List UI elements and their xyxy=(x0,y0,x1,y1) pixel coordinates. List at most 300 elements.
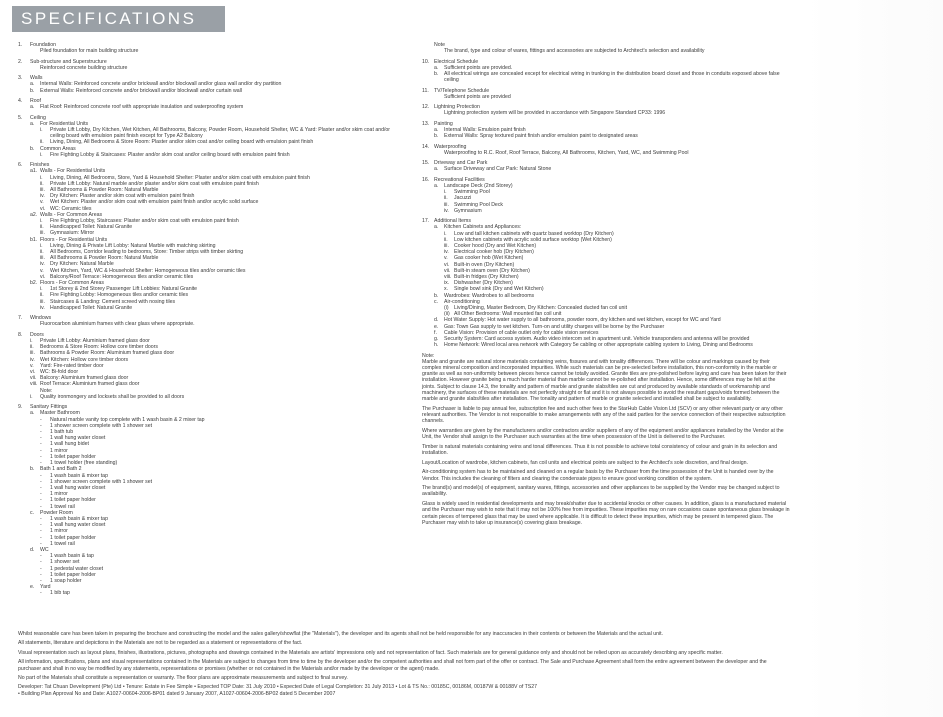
line-text: Wet Kitchen: Plaster and/or skim coat with emulsion paint finish and/or acrylic solid surface xyxy=(50,199,259,206)
line-text: Living, Dining & Private Lift Lobby: Natural Marble with matching skirting xyxy=(50,242,216,249)
line-text: WC: Bi-fold door xyxy=(40,369,79,376)
spec-line xyxy=(30,88,405,94)
line-text: For Residential Units xyxy=(40,120,89,127)
section-body xyxy=(422,183,790,214)
line-text: 1 toilet paper holder xyxy=(50,534,96,541)
line-marker: c. xyxy=(30,509,35,516)
line-text: Quality ironmongery and locksets shall be provided to all doors xyxy=(40,393,185,400)
line-text: Wet Kitchen: Hollow core timber doors xyxy=(40,356,129,363)
line-marker: - xyxy=(40,441,42,448)
line-text: 1 toilet paper holder xyxy=(50,571,96,578)
line-text: Private Lift Lobby, Dry Kitchen, Wet Kitchen, All Bathrooms, Balcony, Powder Room, Household Shelter, WC & Yard: Plaster and/or skim coat and/or ceiling board with emulsion paint finish except for Type A2 Balcony xyxy=(50,126,391,140)
spec-section xyxy=(422,88,790,100)
spec-section xyxy=(18,42,405,54)
line-marker: iii. xyxy=(40,187,45,193)
section-title: Electrical Schedule xyxy=(434,58,479,65)
line-text: Reinforced concrete building structure xyxy=(40,64,128,71)
section-title: Recreational Facilities xyxy=(434,176,485,183)
section-title: Doors xyxy=(30,331,44,338)
line-marker: vii. xyxy=(444,267,451,274)
line-marker: a. xyxy=(30,410,35,417)
spec-line xyxy=(434,342,790,348)
spec-line xyxy=(30,127,405,139)
footer-line: Visual representation such as layout plans, finishes, illustrations, pictures, photographs and drawings contained in the Materials are artists' impressions only and not representation of fact. Such materials are for general guidance only and should not be relied upon as accurately describing any specific matter. xyxy=(18,649,723,656)
line-marker: a. xyxy=(434,224,439,231)
line-text: Staircases & Landing: Cement screed with nosing tiles xyxy=(50,298,176,305)
line-marker: - xyxy=(40,460,42,467)
line-marker: b2. xyxy=(30,280,38,287)
line-text: Gas: Town Gas supply to wet kitchen. Turn-on and utility charges will be borne by the Purchaser xyxy=(444,323,665,330)
disclaimer-footer xyxy=(18,631,780,697)
note-paragraph: Marble and granite are natural stone materials containing veins, fissures and with tonality differences. There will be colour and markings caused by their complex mineral composition and incorporated impurities. While such materials can be pre-selected before installation, this non-conformity in the marble or granite as well as non-uniformity between pieces hence cannot be totally avoided. Granite tiles are pre-polished before laying and care has been taken for their installation. However granite being a much harder material than marble cannot be re-polished after installation. Hence, some differences may be felt at the joints. Subject to clause 14.3, the tonality and pattern of marble and granite slabs/tiles are cut and produced by available standards of workmanship and machinery, the surfaces of these materials are not perfectly straight or flat and it is not always possible to avoid the resultant gaps/voids formed between the marble and granite slabs/tiles after installation. The tonality and pattern of marble or granite selected and installed shall be subject to availability. xyxy=(422,358,787,403)
scan-shading xyxy=(803,0,943,717)
note-paragraph: The brand(s) and model(s) of equipment, sanitary wares, fittings, accessories and other appliances to be supplied by the Vendor may be changed subject to availability. xyxy=(422,485,780,498)
spec-line xyxy=(434,166,790,172)
note-paragraph: The Purchaser is liable to pay annual fee, subscription fee and such other fees to the StarHub Cable Vision Ltd (SCV) or any other relevant party or any other relevant authorities. The Vendor is not responsible to make arrangements with any of the said parties for the service connection of their respective subscription channels. xyxy=(422,405,786,425)
line-text: 1 mirror xyxy=(50,491,68,498)
line-text: Floors - For Common Areas xyxy=(40,280,104,287)
line-marker: ii. xyxy=(40,224,44,231)
spec-line xyxy=(434,110,790,116)
line-text: Dry Kitchen: Plaster and/or skim coat with emulsion paint finish xyxy=(50,193,195,200)
section-title: Driveway and Car Park xyxy=(434,160,488,167)
spec-section xyxy=(422,177,790,214)
line-marker: vi. xyxy=(40,273,46,280)
title-banner xyxy=(12,6,225,32)
section-number: 16. xyxy=(422,176,430,183)
line-text: Common Areas xyxy=(40,145,76,152)
line-marker: iii. xyxy=(40,255,45,262)
section-number: 5. xyxy=(18,114,23,121)
section-body xyxy=(422,48,790,54)
line-text: 1 mirror xyxy=(50,528,68,535)
line-marker: i. xyxy=(40,218,43,225)
line-marker: ii. xyxy=(30,344,34,351)
line-marker: iii. xyxy=(40,230,45,237)
line-marker: a. xyxy=(434,64,439,71)
section-body xyxy=(18,65,405,71)
line-marker: a. xyxy=(30,120,35,127)
spec-section xyxy=(422,160,790,172)
line-text: 1 shower screen complete with 1 shower set xyxy=(50,478,153,485)
line-text: Powder Room xyxy=(40,509,73,516)
line-marker: a. xyxy=(30,81,35,88)
line-text: Landscape Deck (2nd Storey) xyxy=(444,182,513,189)
line-text: All Bedrooms, Corridor leading to bedrooms, Store: Timber strips with timber skirting xyxy=(50,249,244,256)
line-text: Handicapped Toilet: Natural Granite xyxy=(50,304,133,311)
line-text: Dry Kitchen: Natural Marble xyxy=(50,261,114,268)
spec-section xyxy=(18,59,405,71)
line-marker: b. xyxy=(434,292,439,299)
line-text: 1 soap holder xyxy=(50,577,82,584)
line-text: Dishwasher (Dry Kitchen) xyxy=(454,280,513,287)
line-text: Air-conditioning xyxy=(444,298,480,305)
left-column xyxy=(18,42,405,601)
line-marker: d. xyxy=(434,317,439,324)
spec-line xyxy=(30,305,405,311)
line-marker: iii. xyxy=(30,350,35,357)
line-marker: - xyxy=(40,429,42,436)
line-marker: iii. xyxy=(444,201,449,208)
line-marker: iii. xyxy=(444,242,449,249)
line-text: Wardrobes: Wardrobes to all bedrooms xyxy=(444,292,535,299)
line-marker: - xyxy=(40,447,42,454)
line-text: All electrical wirings are concealed except for electrical wiring in trunking in the distribution board closet and those in conduits exposed above false ceiling xyxy=(444,71,780,84)
line-text: Lightning protection system will be provided in accordance with Singapore Standard CP33: 1996 xyxy=(444,110,666,117)
spec-section xyxy=(18,115,405,158)
line-text: Master Bathroom xyxy=(40,410,80,417)
line-marker: i. xyxy=(40,174,43,181)
line-text: Balcony/Roof Terrace: Homogeneous tiles and/or ceramic tiles xyxy=(50,273,194,280)
section-title: Note xyxy=(434,42,445,48)
spec-section xyxy=(422,59,790,84)
line-marker: ii. xyxy=(40,292,44,299)
line-marker: - xyxy=(40,577,42,584)
line-marker: iv. xyxy=(444,249,449,256)
spec-section xyxy=(18,162,405,311)
line-text: Jacuzzi xyxy=(454,195,472,202)
line-marker: vi. xyxy=(30,369,36,376)
section-title: Windows xyxy=(30,315,52,322)
line-marker: - xyxy=(40,478,42,485)
footer-line: All statements, literature and depictions in the Materials are not to be regarded as a statement or representations of the fact. xyxy=(18,640,303,647)
line-marker: - xyxy=(40,559,42,566)
section-title: Sanitary Fittings xyxy=(30,404,68,411)
line-marker: e. xyxy=(30,584,35,591)
section-title: TV/Telephone Schedule xyxy=(434,87,490,94)
line-text: Balcony: Aluminium framed glass door xyxy=(40,375,129,382)
line-marker: (ii) xyxy=(444,311,450,318)
spec-line xyxy=(30,104,405,110)
line-marker xyxy=(434,94,444,100)
section-body xyxy=(18,168,405,311)
line-marker: - xyxy=(40,435,42,442)
line-text: Private Lift Lobby: Natural marble and/or plaster and/or skim coat with emulsion paint finish xyxy=(50,180,259,187)
line-text: 1st Storey & 2nd Storey Passenger Lift Lobbies: Natural Granite xyxy=(50,286,198,293)
line-marker xyxy=(30,65,40,71)
section-title: Sub-structure and Superstructure xyxy=(30,58,107,65)
line-text: Low kitchen cabinets with acrylic solid surface worktop (Wet Kitchen) xyxy=(454,236,612,243)
line-text: Internal Walls: Emulsion paint finish xyxy=(444,126,526,133)
line-marker: d. xyxy=(30,546,35,553)
line-text: 1 shower set xyxy=(50,559,80,566)
line-text: Fire Fighting Lobby: Homogeneous tiles and/or ceramic tiles xyxy=(50,292,189,299)
line-text: Yard xyxy=(40,584,51,591)
line-text: External Walls: Reinforced concrete and/or brickwall and/or blockwall and/or curtain wall xyxy=(40,87,242,94)
line-marker: a. xyxy=(30,104,35,111)
note-paragraph: Where warranties are given by the manufacturers and/or contractors and/or suppliers of any of the equipment and/or appliances installed by the Vendor at the Unit, the Vendor shall assign to the Purchaser such warranties at the time when possession of the Unit is delivered to the Purchaser. xyxy=(422,427,784,441)
spec-line xyxy=(434,150,790,156)
line-text: The brand, type and colour of wares, fittings and accessories are subjected to Architect's selection and availability xyxy=(444,48,705,55)
line-marker xyxy=(30,321,40,327)
section-title: Ceiling xyxy=(30,114,46,121)
line-text: Kitchen Cabinets and Appliances: xyxy=(444,224,522,231)
line-marker: c. xyxy=(434,298,439,305)
note-paragraph: Glass is widely used in residential developments and may break/shatter due to accidental knocks or other causes. In addition, glass is a manufactured material and the Purchaser may wish to note that it may not be 100% free from impurities. These impurities may on rare occasions cause spontaneous glass breakage in certain pieces of tempered glass that may be used where applicable. It is difficult to detect these impurities, which may be present in tempered glass. The Purchaser may wish to take up insurance(s) covering glass breakage. xyxy=(422,501,790,526)
line-marker: ii. xyxy=(40,249,44,256)
spec-section xyxy=(422,42,790,54)
line-text: Piled foundation for main building structure xyxy=(40,48,139,55)
line-marker: - xyxy=(40,590,42,597)
spec-section xyxy=(18,315,405,327)
line-text: 1 wall hung bidet xyxy=(50,441,89,448)
line-text: All Other Bedrooms: Wall mounted fan coil unit xyxy=(454,311,562,318)
spec-line xyxy=(434,94,790,100)
line-marker: ii. xyxy=(444,195,448,202)
section-number: 17. xyxy=(422,218,430,225)
line-text: Fire Fighting Lobby & Staircases: Plaster and/or skim coat and/or ceiling board with emulsion paint finish xyxy=(50,151,290,158)
section-number: 2. xyxy=(18,58,23,65)
section-body xyxy=(18,410,405,596)
line-text: 1 wall hung water closet xyxy=(50,522,106,529)
line-text: Security System: Card access system. Audio video intercom set in apartment unit. Vehicle transponders and antenna will be provided xyxy=(444,336,750,343)
footer-line: • Building Plan Approval No and Date: A1027-00604-2006-BP01 dated 9 January 2007, A1027-00604-2006-BP02 dated 5 December 2007 xyxy=(18,690,336,697)
line-text: Swimming Pool xyxy=(454,189,490,196)
line-marker: - xyxy=(40,497,42,504)
section-body xyxy=(422,110,790,116)
note-paragraph: Air-conditioning system has to be maintained and cleaned on a regular basis by the Purchaser from the time possession of the Unit is handed over by the Vendor. This includes the cleaning of filters and clearing the condensate pipes to ensure good working condition of the system. xyxy=(422,469,774,482)
line-text: Walls - For Residential Units xyxy=(40,168,106,175)
section-title: Foundation xyxy=(30,42,56,48)
section-number xyxy=(422,42,434,48)
line-text: Built-in steam oven (Dry Kitchen) xyxy=(454,267,530,274)
line-text: 1 towel holder (free standing) xyxy=(50,460,118,467)
line-text: Gymnasium: Mirror xyxy=(50,230,95,237)
line-text: Flat Roof: Reinforced concrete roof with appropriate insulation and waterproofing system xyxy=(40,104,244,111)
line-text: 1 toilet paper holder xyxy=(50,453,96,460)
line-text: Bedrooms & Store Room: Hollow core timber doors xyxy=(40,344,158,351)
line-marker: v. xyxy=(444,255,448,262)
line-text: Gymnasium xyxy=(454,207,482,214)
line-marker: - xyxy=(40,540,42,547)
spec-line xyxy=(30,48,405,54)
line-text: Gas cooker hob (Wet Kitchen) xyxy=(454,255,524,262)
line-text: Natural marble vanity top complete with 1 wash basin & 2 mixer tap xyxy=(50,416,205,423)
section-number: 10. xyxy=(422,58,430,65)
section-number: 11. xyxy=(422,87,429,94)
section-number: 14. xyxy=(422,143,430,150)
line-marker: i. xyxy=(444,230,447,237)
line-marker: - xyxy=(40,515,42,522)
line-text: External Walls: Spray textured paint finish and/or emulsion paint to designated areas xyxy=(444,133,638,140)
line-text: Private Lift Lobby: Aluminium framed glass door xyxy=(40,338,150,345)
section-title: Additional Items xyxy=(434,218,471,225)
line-marker: i. xyxy=(444,189,447,196)
line-marker: b. xyxy=(434,71,439,77)
line-text: 1 mirror xyxy=(50,447,68,454)
section-body xyxy=(18,321,405,327)
line-marker: x. xyxy=(444,286,449,293)
line-text: 1 towel rail xyxy=(50,503,75,510)
spec-line xyxy=(434,208,790,214)
line-marker: ii. xyxy=(40,180,44,187)
line-marker: v. xyxy=(30,362,34,369)
line-marker: - xyxy=(40,484,42,491)
line-marker: viii. xyxy=(444,274,452,280)
line-marker: - xyxy=(40,571,42,578)
line-text: Internal Walls: Reinforced concrete and/or brickwall and/or blockwall and/or glass wall and/or dry partition xyxy=(40,81,282,88)
line-marker: - xyxy=(40,453,42,460)
spec-section xyxy=(422,121,790,140)
line-marker: b. xyxy=(30,145,35,152)
line-marker xyxy=(434,48,444,54)
section-body xyxy=(422,224,790,348)
line-marker: - xyxy=(40,553,42,560)
section-body xyxy=(422,150,790,156)
line-marker xyxy=(434,150,444,156)
section-number: 3. xyxy=(18,75,23,82)
line-text: Handicapped Toilet: Natural Granite xyxy=(50,224,133,231)
section-title: Painting xyxy=(434,120,453,127)
section-number: 15. xyxy=(422,160,430,167)
line-text: Home Network: Wired local area network with Category 5e cabling or other appropriate cabling system to Living, Dining and Bedrooms xyxy=(444,342,753,349)
line-marker: i. xyxy=(30,338,33,345)
line-text: Floors - For Residential Units xyxy=(40,236,108,243)
section-number: 8. xyxy=(18,331,23,338)
line-marker: iv. xyxy=(40,261,45,268)
line-marker: b. xyxy=(30,466,35,473)
footer-line: Developer: Tat Chuan Development (Pte) Ltd • Tenure: Estate in Fee Simple • Expected TOP Date: 31 July 2010 • Expected Date of Legal Completion: 31 July 2013 • Lot & TS No.: 00185C, 00186M, 00187W & 00188V of TS27 xyxy=(18,684,538,691)
line-marker: - xyxy=(40,522,42,529)
spec-line xyxy=(30,65,405,71)
line-marker: - xyxy=(40,503,42,510)
line-marker xyxy=(434,110,444,116)
line-marker: (i) xyxy=(444,305,449,312)
line-marker: - xyxy=(40,528,42,535)
section-title: Waterproofing xyxy=(434,143,467,150)
line-marker: h. xyxy=(434,342,439,349)
spec-section xyxy=(18,404,405,596)
line-marker: v. xyxy=(40,267,44,274)
spec-line xyxy=(434,71,790,83)
line-text: Cooker hood (Dry and Wet Kitchen) xyxy=(454,242,537,249)
spec-section xyxy=(422,104,790,116)
note-heading: Note: xyxy=(422,352,435,359)
line-marker: vi. xyxy=(40,205,46,212)
line-marker: i. xyxy=(40,126,43,133)
line-marker: b1. xyxy=(30,236,38,243)
line-text: Roof Terrace: Aluminium framed glass door xyxy=(40,381,140,388)
section-body xyxy=(18,81,405,93)
line-marker: i. xyxy=(40,151,43,158)
line-text: WC xyxy=(40,546,49,553)
line-marker: iv. xyxy=(444,207,449,214)
line-marker: viii. xyxy=(30,381,38,388)
line-text: Built-in fridges (Dry Kitchen) xyxy=(454,274,519,280)
line-marker: - xyxy=(40,416,42,423)
line-text: Waterproofing to R.C. Roof, Roof Terrace, Balcony, All Bathrooms, Kitchen, Yard, WC, and Swimming Pool xyxy=(444,149,689,156)
line-text: Sufficient points are provided. xyxy=(444,64,513,71)
section-number: 7. xyxy=(18,315,23,322)
line-text: All Bathrooms & Powder Room: Natural Marble xyxy=(50,187,159,193)
line-marker: g. xyxy=(434,336,439,343)
section-number: 6. xyxy=(18,162,23,169)
line-marker: b. xyxy=(30,87,35,94)
line-text: Hot Water Supply: Hot water supply to all bathrooms, powder room, dry kitchen and wet kitchen, except for WC and Yard xyxy=(444,317,721,324)
spec-line xyxy=(434,133,790,139)
line-text: Cable Vision: Provision of cable outlet only for cable vision services xyxy=(444,329,599,336)
section-title: Finishes xyxy=(30,162,50,169)
line-marker: vi. xyxy=(444,261,450,268)
line-marker: ii. xyxy=(40,139,44,146)
section-body xyxy=(422,166,790,172)
line-text: 1 bath tub xyxy=(50,429,74,436)
section-body xyxy=(422,65,790,84)
line-text: Low and tall kitchen cabinets with quartz based worktop (Dry Kitchen) xyxy=(454,230,614,237)
line-marker: i. xyxy=(40,286,43,293)
section-number: 12. xyxy=(422,104,430,111)
section-number: 4. xyxy=(18,97,23,104)
line-marker: - xyxy=(40,422,42,429)
section-title: Walls xyxy=(30,75,43,82)
line-text: Swimming Pool Deck xyxy=(454,201,504,208)
line-text: Fire Fighting Lobby, Staircases: Plaster and/or skim coat with emulsion paint finish xyxy=(50,218,239,225)
line-text: Bath 1 and Bath 2 xyxy=(40,466,82,473)
line-marker: a. xyxy=(434,126,439,133)
spec-section xyxy=(422,218,790,348)
line-text: 1 pedestal water closet xyxy=(50,565,104,572)
note-paragraph: Layout/Location of wardrobe, kitchen cabinets, fan coil units and electrical points are subject to the Architect's sole discretion, and final design. xyxy=(422,459,748,466)
spec-section xyxy=(18,332,405,400)
section-body xyxy=(18,338,405,400)
line-text: 1 wash basin & tap xyxy=(50,553,94,560)
line-marker: v. xyxy=(40,199,44,206)
spec-line xyxy=(30,590,405,596)
line-text: Living, Dining, All Bedrooms, Store, Yard & Household Shelter: Plaster and/or skim coat with emulsion paint finish xyxy=(50,174,310,181)
section-title: Roof xyxy=(30,97,41,104)
line-marker: i. xyxy=(40,242,43,249)
spec-section xyxy=(18,75,405,94)
spec-line xyxy=(434,48,790,54)
line-marker: - xyxy=(40,472,42,479)
line-marker: i. xyxy=(30,393,33,400)
line-text: WC: Ceramic tiles xyxy=(50,205,92,212)
footer-line: No part of the Materials shall constitute a representation or warranty. The floor plans are approximate measurements and subject to final survey. xyxy=(18,675,348,682)
line-text: 1 bib tap xyxy=(50,590,70,597)
section-body xyxy=(18,121,405,158)
section-number: 13. xyxy=(422,120,430,127)
line-marker: - xyxy=(40,534,42,541)
line-marker: iv. xyxy=(30,356,35,363)
section-title: Lightning Protection xyxy=(434,104,480,111)
line-text: Surface Driveway and Car Park: Natural Stone xyxy=(444,166,552,173)
line-marker: ix. xyxy=(444,280,450,287)
line-marker: iv. xyxy=(40,193,45,200)
line-text: Living/Dining, Master Bedroom, Dry Kitchen: Concealed ducted fan coil unit xyxy=(454,305,628,312)
line-marker: f. xyxy=(434,329,437,336)
note-paragraph: Timber is natural materials containing veins and tonal differences. Thus it is not possible to achieve total consistency of colour and grain in its selection and installation. xyxy=(422,443,778,456)
line-text: All Bathrooms & Powder Room: Natural Marble xyxy=(50,255,159,262)
line-text: 1 wall hung water closet xyxy=(50,484,106,491)
line-marker: a2. xyxy=(30,211,38,218)
line-marker: b. xyxy=(434,133,439,140)
page-title: SPECIFICATIONS xyxy=(21,9,197,28)
line-marker: vii. xyxy=(30,375,37,382)
right-column xyxy=(422,42,790,530)
section-body xyxy=(18,48,405,54)
line-text: 1 towel rail xyxy=(50,540,75,547)
section-body xyxy=(422,94,790,100)
line-text: Wet Kitchen, Yard, WC & Household Shelter: Homogeneous tiles and/or ceramic tiles xyxy=(50,267,246,274)
line-text: 1 wash basin & mixer tap xyxy=(50,472,108,479)
line-text: Electrical cooker hob (Dry Kitchen) xyxy=(454,249,534,256)
line-text: Note: xyxy=(40,387,53,394)
line-marker: a. xyxy=(434,182,439,189)
line-marker xyxy=(30,48,40,54)
line-marker: e. xyxy=(434,323,439,330)
line-marker: ii. xyxy=(444,236,448,243)
line-marker: a1. xyxy=(30,168,38,175)
